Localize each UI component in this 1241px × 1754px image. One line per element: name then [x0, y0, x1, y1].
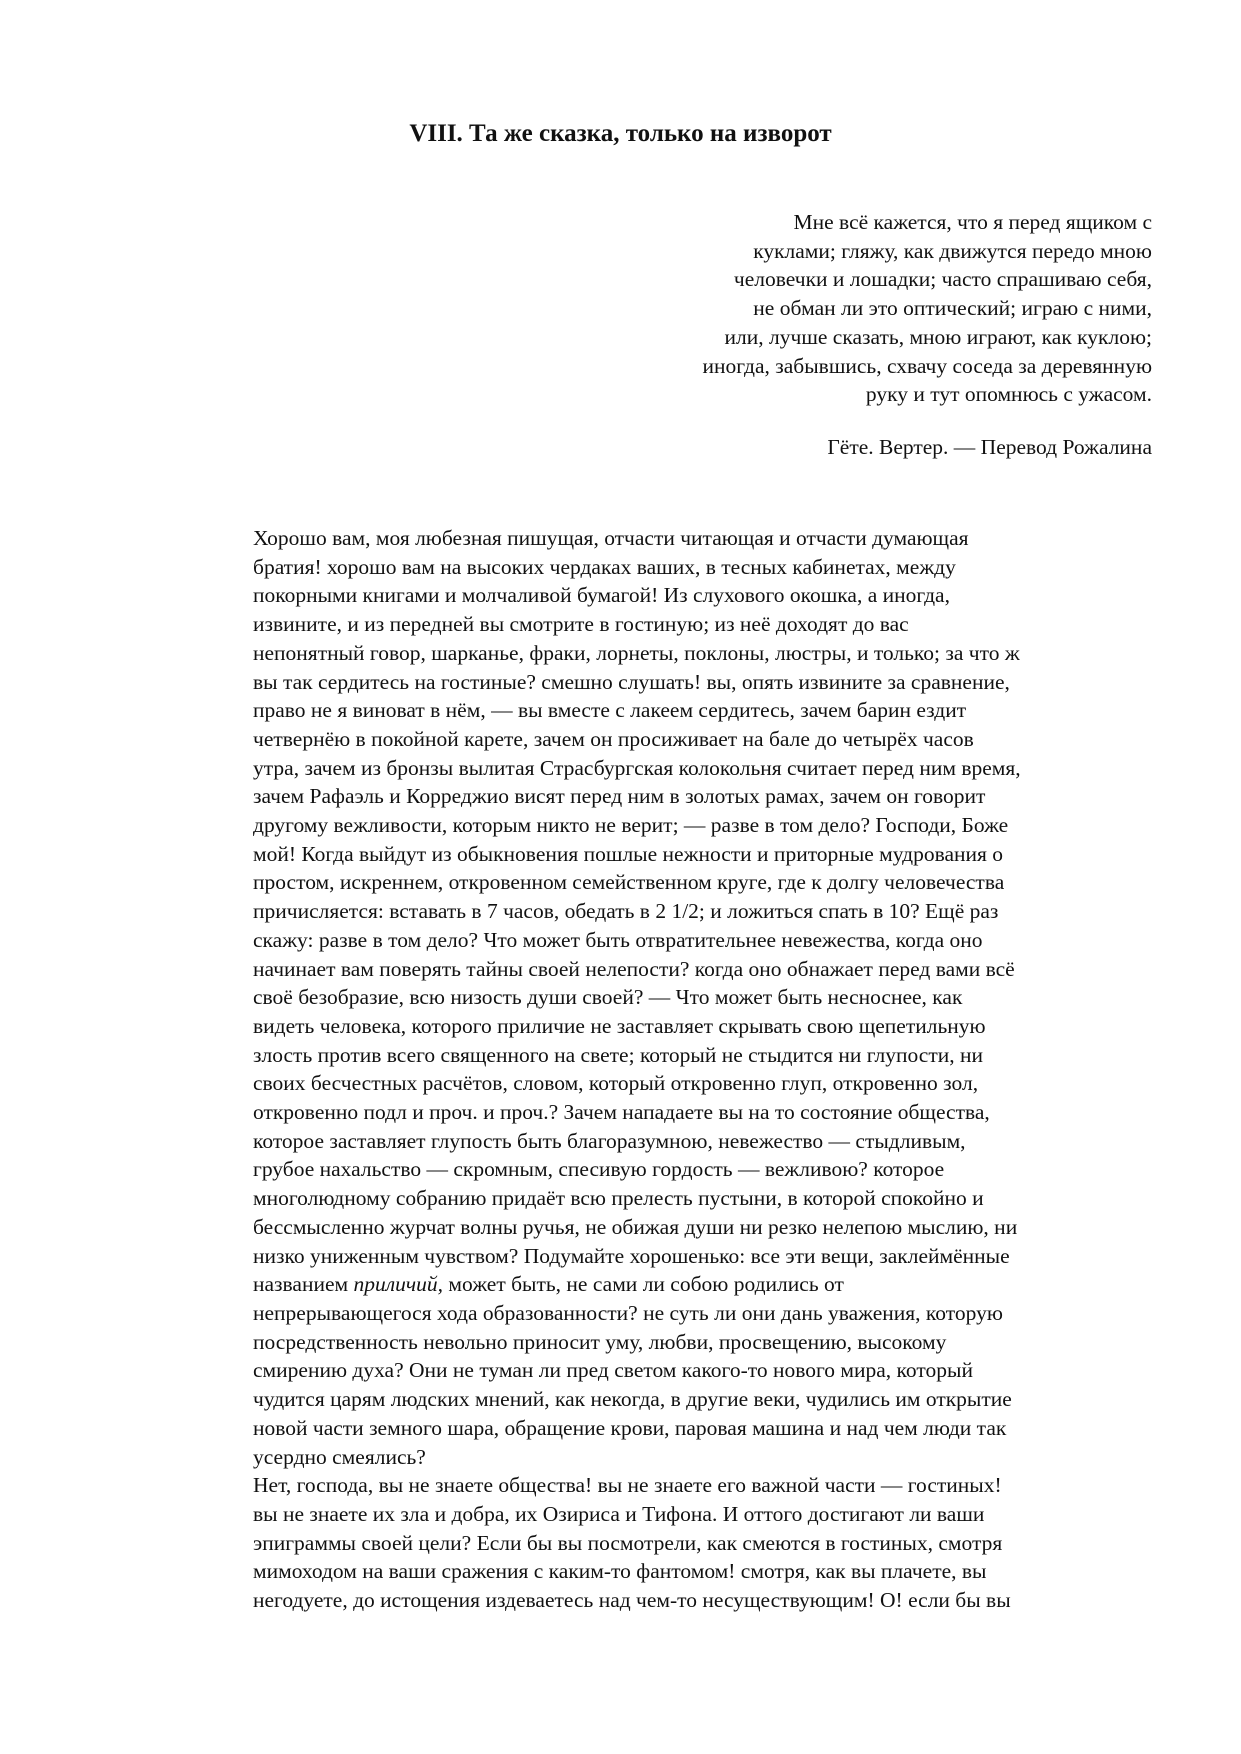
body-line: Хорошо вам, моя любезная пишущая, отчасти читающая и отчасти думающая — [253, 526, 969, 550]
body-line: Нет, господа, вы не знаете общества! вы не знаете его важной части — гостиных! — [253, 1473, 1002, 1498]
body-line: которое заставляет глупость быть благоразумною, невежество — стыдливым, — [253, 1128, 966, 1153]
body-line: бессмысленно журчат волны ручья, не обижая души ни резко нелепою мыслию, ни — [253, 1214, 1018, 1239]
body-line: негодуете, до истощения издеваетесь над чем-то несуществующим! О! если бы вы — [253, 1588, 1011, 1613]
body-line: грубое нахальство — скромным, спесивую гордость — вежливою? которое — [253, 1157, 945, 1182]
body-line: смирению духа? Они не туман ли пред светом какого-то нового мира, который — [253, 1358, 973, 1383]
body-line: право не я виноват в нём, — вы вместе с лакеем сердитесь, зачем барин ездит — [253, 698, 967, 723]
body-text-segment: может быть, не сами ли собою родились от — [443, 1272, 844, 1297]
epigraph-line: Мне всё кажется, что я перед ящиком с — [793, 210, 1152, 234]
body-line: эпиграммы своей цели? Если бы вы посмотрели, как смеются в гостиных, смотря — [253, 1530, 1003, 1555]
body-line: видеть человека, которого приличие не заставляет скрывать свою щепетильную — [253, 1013, 986, 1038]
chapter-title: VIII. Та же сказка, только на изворот — [409, 120, 832, 147]
body-line: простом, искреннем, откровенном семейственном круге, где к долгу человечества — [253, 870, 1005, 895]
body-text — [253, 524, 1153, 1615]
epigraph-line: не обман ли это оптический; играю с ними, — [753, 296, 1152, 321]
body-line: извините, и из передней вы смотрите в гостиную; из неё доходят до вас — [253, 612, 909, 637]
body-line: мой! Когда выйдут из обыкновения пошлые нежности и приторные мудрования о — [253, 841, 1004, 866]
body-line: другому вежливости, которым никто не верит; — разве в том дело? Господи, Боже — [253, 813, 1009, 838]
body-line: низко униженным чувством? Подумайте хорошенько: все эти вещи, заклеймённые — [253, 1243, 1010, 1268]
body-line: утра, зачем из бронзы вылитая Страсбургская колокольня считает перед ним время, — [253, 755, 1021, 780]
body-line: четвернёю в покойной карете, зачем он просиживает на бале до четырёх часов — [253, 726, 974, 751]
body-line: чудится царям людских мнений, как некогда, в другие веки, чудились им открытие — [253, 1387, 1012, 1412]
body-line: начинает вам поверять тайны своей нелепости? когда оно обнажает перед вами всё — [253, 956, 1015, 981]
epigraph-attribution: Гёте. Вертер. — Перевод Рожалина — [827, 434, 1152, 459]
body-line: зачем Рафаэль и Корреджио висят перед ним в золотых рамах, зачем он говорит — [253, 784, 986, 809]
italic-term: приличий, — [353, 1272, 444, 1297]
body-line: вы так сердитесь на гостиные? смешно слушать! вы, опять извините за сравнение, — [253, 669, 1010, 694]
body-text-segment: названием — [253, 1272, 354, 1297]
body-line: своё безобразие, всю низость души своей? — Что может быть несноснее, как — [253, 985, 963, 1010]
epigraph — [592, 208, 1152, 462]
body-line: злость против всего священного на свете; который не стыдится ни глупости, ни — [253, 1042, 984, 1067]
body-line: усердно смеялись? — [253, 1444, 426, 1469]
epigraph-line: человечки и лошадки; часто спрашиваю себя, — [733, 267, 1152, 292]
body-line: посредственность невольно приносит уму, любви, просвещению, высокому — [253, 1329, 947, 1354]
body-line: новой части земного шара, обращение крови, паровая машина и над чем люди так — [253, 1415, 1007, 1440]
body-line: покорными книгами и молчаливой бумагой! Из слухового окошка, а иногда, — [253, 583, 950, 608]
body-line-with-italic — [253, 1270, 1153, 1299]
body-line: вы не знаете их зла и добра, их Озириса и Тифона. И оттого достигают ли ваши — [253, 1501, 985, 1526]
body-line: непрерывающегося хода образованности? не суть ли они дань уважения, которую — [253, 1300, 1003, 1325]
body-line: мимоходом на ваши сражения с каким-то фантомом! смотря, как вы плачете, вы — [253, 1559, 987, 1584]
body-line: непонятный говор, шарканье, фраки, лорнеты, поклоны, люстры, и только; за что ж — [253, 640, 1020, 665]
body-line: многолюдному собранию придаёт всю прелесть пустыни, в которой спокойно и — [253, 1186, 984, 1211]
body-line: откровенно подл и проч. и проч.? Зачем нападаете вы на то состояние общества, — [253, 1100, 990, 1125]
body-line: скажу: разве в том дело? Что может быть отвратительнее невежества, когда оно — [253, 927, 983, 952]
epigraph-line: или, лучше сказать, мною играют, как куклою; — [724, 324, 1152, 349]
epigraph-line: куклами; гляжу, как движутся передо мною — [753, 238, 1152, 263]
body-line: своих бесчестных расчётов, словом, который откровенно глуп, откровенно зол, — [253, 1071, 979, 1096]
body-line: братия! хорошо вам на высоких чердаках ваших, в тесных кабинетах, между — [253, 554, 956, 579]
body-line: причисляется: вставать в 7 часов, обедать в 2 1/2; и ложиться спать в 10? Ещё раз — [253, 899, 999, 924]
epigraph-line: руку и тут опомнюсь с ужасом. — [865, 382, 1152, 407]
epigraph-line: иногда, забывшись, схвачу соседа за деревянную — [702, 353, 1152, 378]
